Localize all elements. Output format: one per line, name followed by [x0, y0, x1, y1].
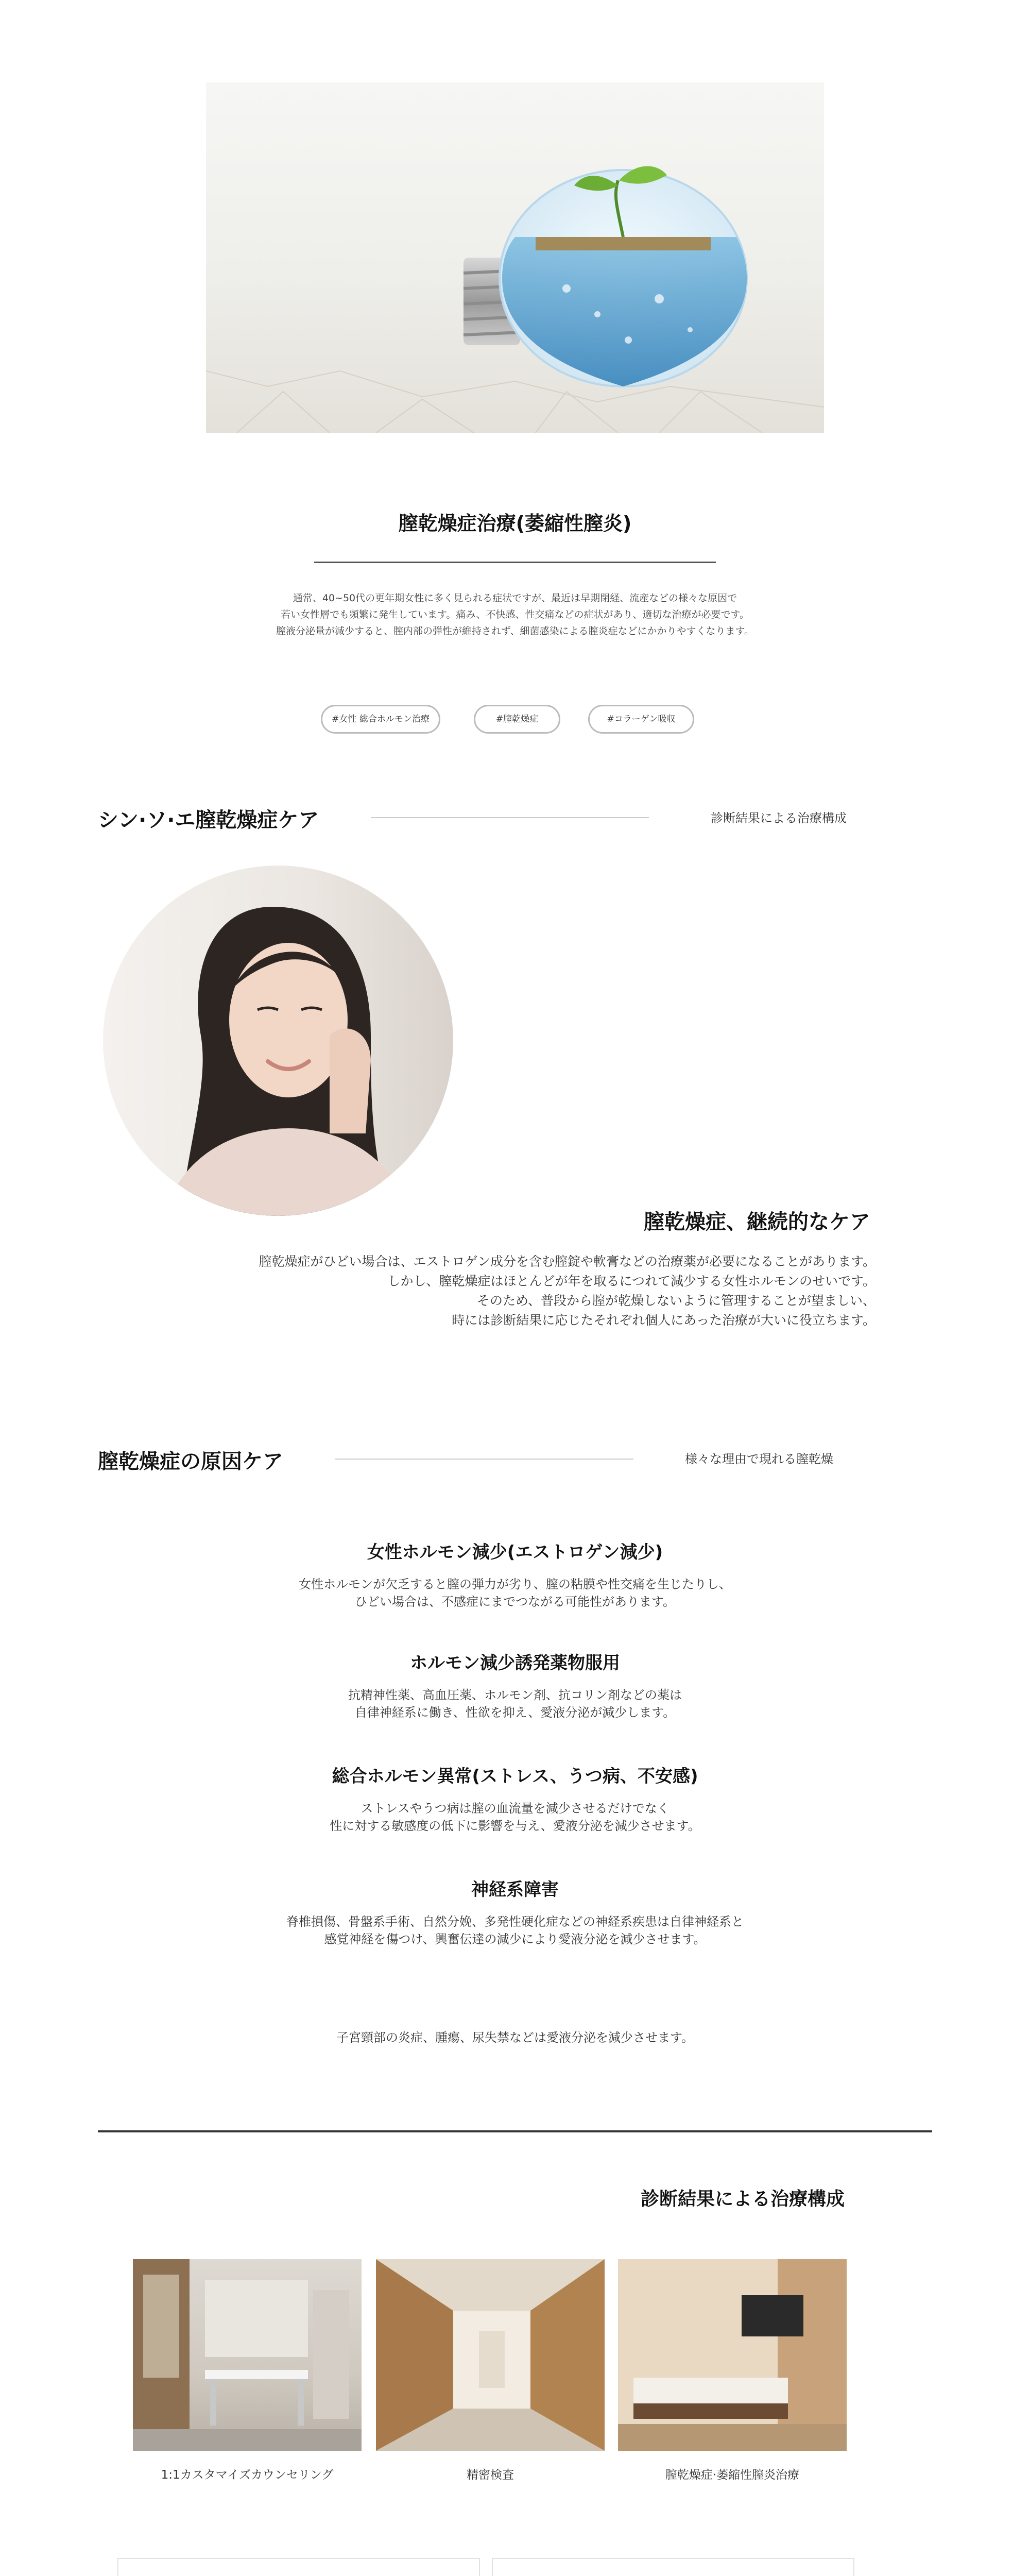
cause-item-line: 感覚神経を傷つけ、興奮伝達の減少により愛液分泌を減少させます。	[324, 1932, 706, 1946]
treatment-card-2	[492, 2558, 854, 2576]
tag-collagen[interactable]: #コラーゲン吸収	[588, 705, 694, 734]
cause-item-line: 女性ホルモンが欠乏すると膣の弾力が劣り、膣の粘膜や性交痛を生じたりし、	[299, 1577, 731, 1591]
tag-hormone[interactable]: #女性 総合ホルモン治療	[321, 705, 440, 734]
cause-item-1	[0, 1538, 1030, 1611]
photo-caption-examination: 精密検査	[467, 2468, 514, 2482]
cause-heading: 膣乾燥症の原因ケア	[98, 1450, 283, 1473]
cause-item-title: 女性ホルモン減少(エストロゲン減少)	[367, 1542, 663, 1563]
cause-item-line: ひどい場合は、不感症にまでつながる可能性があります。	[354, 1595, 676, 1609]
care-heading-line	[371, 817, 649, 818]
counseling-room-illustration	[133, 2259, 362, 2451]
care-line-3: そのため、普段から膣が乾燥しないように管理することが望ましい、	[476, 1293, 876, 1308]
cause-item-title: 総合ホルモン異常(ストレス、うつ病、不安感)	[332, 1766, 698, 1787]
cause-item-3	[0, 1762, 1030, 1835]
cause-item-line: 脊椎損傷、骨盤系手術、自然分娩、多発性硬化症などの神経系疾患は自律神経系と	[286, 1914, 744, 1929]
photo-treatment-room	[618, 2259, 847, 2451]
cause-side-label: 様々な理由で現れる膣乾燥	[685, 1452, 833, 1466]
cause-item-4	[0, 1875, 1030, 1948]
care-portrait	[103, 866, 453, 1216]
care-line-1: 膣乾燥症がひどい場合は、エストロゲン成分を含む膣錠や軟膏などの治療薬が必要になることがあります。	[259, 1254, 876, 1269]
cause-heading-line	[335, 1459, 633, 1460]
hero-image	[206, 82, 824, 433]
treatment-room-illustration	[618, 2259, 847, 2451]
lightbulb-plant-illustration	[206, 82, 824, 433]
cause-item-line: 抗精神性薬、高血圧薬、ホルモン剤、抗コリン剤などの薬は	[348, 1688, 682, 1702]
care-subtitle: 膣乾燥症、継続的なケア	[644, 1210, 870, 1234]
care-line-2: しかし、膣乾燥症はほとんどが年を取るにつれて減少する女性ホルモンのせいです。	[387, 1274, 876, 1289]
photo-examination	[376, 2259, 605, 2451]
cause-item-title: ホルモン減少誘発薬物服用	[410, 1653, 620, 1673]
photo-caption-counseling: 1:1カスタマイズカウンセリング	[161, 2468, 334, 2482]
care-line-4: 時には診断結果に応じたそれぞれ個人にあった治療が大いに役立ちます。	[452, 1313, 876, 1328]
cause-note: 子宮頸部の炎症、腫瘍、尿失禁などは愛液分泌を減少させます。	[336, 2030, 694, 2045]
care-side-label: 診断結果による治療構成	[711, 811, 847, 825]
cause-item-line: ストレスやうつ病は膣の血流量を減少させるだけでなく	[360, 1801, 670, 1816]
corridor-illustration	[376, 2259, 605, 2451]
photo-caption-treatment: 膣乾燥症·萎縮性膣炎治療	[665, 2468, 800, 2482]
treatment-card-1	[117, 2558, 480, 2576]
cause-item-title: 神経系障害	[471, 1879, 559, 1900]
hero-title: 膣乾燥症治療(萎縮性膣炎)	[398, 512, 632, 535]
photo-counseling	[133, 2259, 362, 2451]
cause-item-2	[0, 1649, 1030, 1721]
woman-portrait-illustration	[103, 866, 453, 1216]
cause-item-line: 性に対する敏感度の低下に影響を与え、愛液分泌を減少させます。	[330, 1819, 700, 1833]
cause-item-line: 自律神経系に働き、性欲を抑え、愛液分泌が減少します。	[354, 1705, 676, 1720]
care-paragraph	[154, 1252, 876, 1330]
care-heading: シン·ソ·エ膣乾燥症ケア	[98, 808, 319, 832]
section-divider	[98, 2130, 932, 2132]
hero-description	[0, 590, 1030, 639]
hero-desc-line-3: 膣液分泌量が減少すると、膣内部の弾性が維持されず、細菌感染による膣炎症などにかかりやすくなります。	[276, 625, 754, 637]
hero-divider	[314, 562, 716, 563]
treatment-heading: 診断結果による治療構成	[640, 2189, 845, 2210]
hero-desc-line-2: 若い女性層でも頻繁に発生しています。痛み、不快感、性交痛などの症状があり、適切な治療が必要です。	[280, 609, 750, 620]
hero-desc-line-1: 通常、40~50代の更年期女性に多く見られる症状ですが、最近は早期閉経、流産などの様々な原因で	[293, 592, 737, 604]
tag-dryness[interactable]: #膣乾燥症	[474, 705, 560, 734]
